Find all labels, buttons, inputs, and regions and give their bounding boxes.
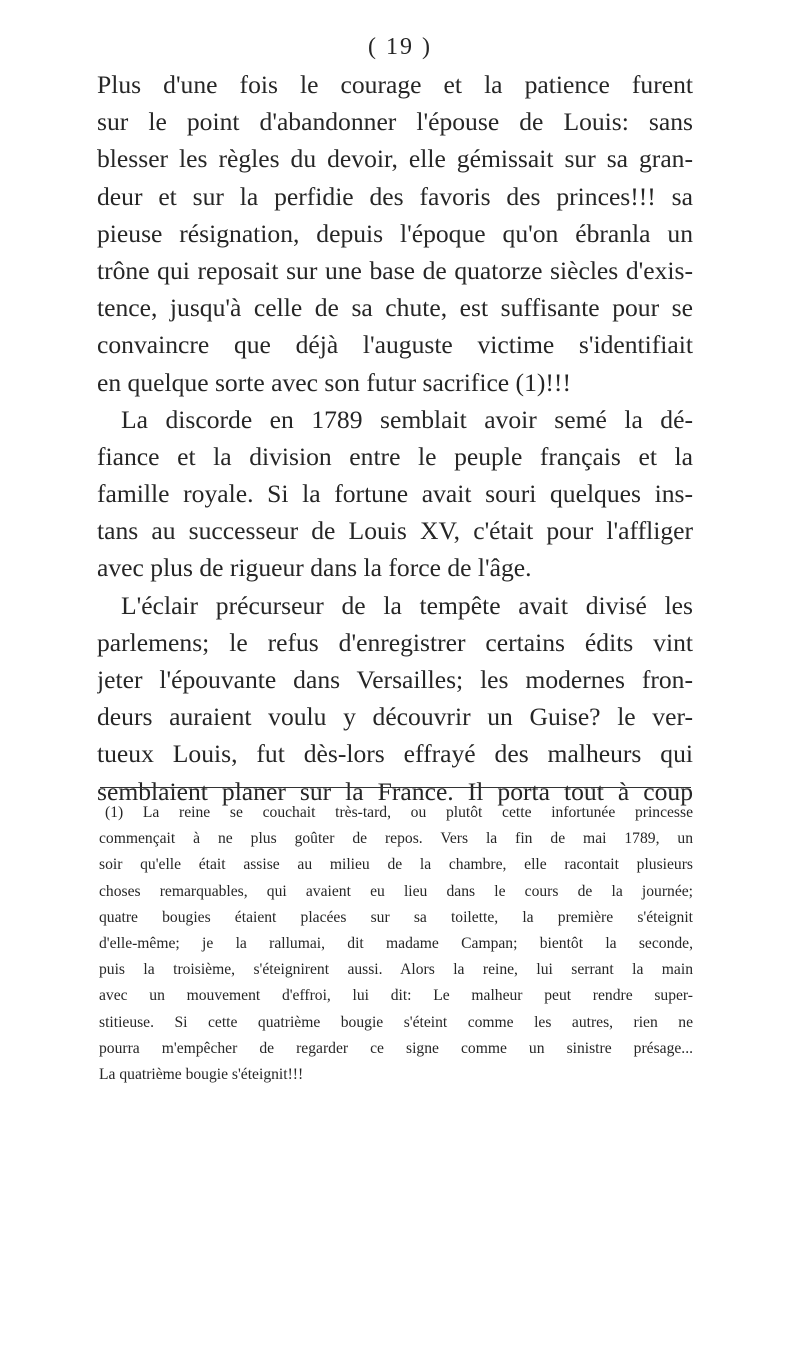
footnote-line: pourra m'empêcher de regarder ce signe comme un sinistre présage... [99,1039,693,1057]
main-text [97,66,693,810]
text-line: deur et sur la perfidie des favoris des princes!!! sa [97,181,693,211]
text-line: jeter l'épouvante dans Versailles; les modernes fron- [97,665,693,694]
footnote-line: quatre bougies étaient placées sur sa toilette, la première s'éteignit [99,908,693,926]
footnote-line: commençait à ne plus goûter de repos. Vers la fin de mai 1789, un [99,830,693,848]
footnote-line: La quatrième bougie s'éteignit!!! [99,1065,304,1083]
text-line: parlemens; le refus d'enregistrer certains édits vint [97,627,693,657]
text-line: blesser les règles du devoir, elle gémissait sur sa gran- [97,144,693,174]
text-line: deurs auraient voulu y découvrir un Guise? le ver- [97,702,693,732]
footnote-separator [100,787,691,788]
text-line: tans au successeur de Louis XV, c'était pour l'affliger [97,516,693,546]
text-line: La discorde en 1789 semblait avoir semé la dé- [121,404,693,434]
page-number: ( 19 ) [368,34,432,60]
footnote-line: d'elle-même; je la rallumai, dit madame Campan; bientôt la seconde, [99,934,693,952]
text-line: tueux Louis, fut dès-lors effrayé des malheurs qui [97,739,693,769]
text-line: pieuse résignation, depuis l'époque qu'on ébranla un [97,218,693,248]
text-line: convaincre que déjà l'auguste victime s'identifiait [97,330,693,360]
text-line: famille royale. Si la fortune avait souri quelques ins- [97,479,693,509]
footnote-line: stitieuse. Si cette quatrième bougie s'éteint comme les autres, rien ne [99,1013,693,1031]
footnote-line: puis la troisième, s'éteignirent aussi. Alors la reine, lui serrant la main [99,961,693,979]
footnote [99,800,693,1088]
text-line: Plus d'une fois le courage et la patience furent [97,70,693,99]
text-line: en quelque sorte avec son futur sacrifice (1)!!! [97,367,571,397]
text-line: semblaient planer sur la France. Il porta tout à coup [97,776,693,806]
text-line: L'éclair précurseur de la tempête avait divisé les [121,590,693,620]
text-line: fiance et la division entre le peuple français et la [97,441,693,471]
text-line: avec plus de rigueur dans la force de l'âge. [97,553,532,583]
footnote-line: (1) La reine se couchait très-tard, ou plutôt cette infortunée princesse [105,804,693,821]
text-line: trône qui reposait sur une base de quatorze siècles d'exis- [97,255,693,285]
text-line: tence, jusqu'à celle de sa chute, est suffisante pour se [97,293,693,323]
footnote-line: avec un mouvement d'effroi, lui dit: Le malheur peut rendre super- [99,987,693,1005]
footnote-line: soir qu'elle était assise au milieu de la chambre, elle racontait plusieurs [99,856,693,874]
text-line: sur le point d'abandonner l'épouse de Louis: sans [97,107,693,137]
footnote-line: choses remarquables, qui avaient eu lieu dans le cours de la journée; [99,882,693,900]
